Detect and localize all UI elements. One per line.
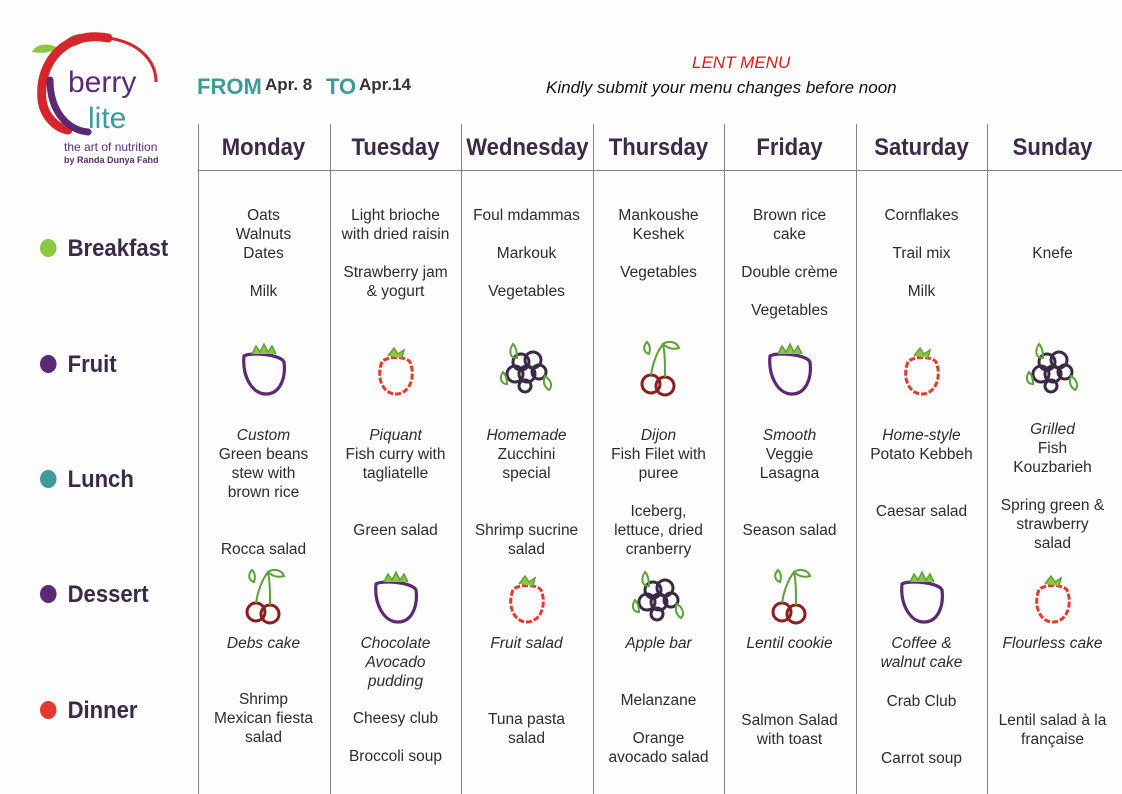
dish-style: Piquant xyxy=(369,427,422,444)
lunch-cell xyxy=(461,426,592,559)
raspberry-icon xyxy=(1021,564,1085,628)
dish-line: Shrimp xyxy=(238,691,289,708)
dish-line xyxy=(330,502,461,521)
blackberry-icon xyxy=(627,564,691,628)
dish-line: Brown rice xyxy=(752,207,827,224)
dish-line: Veggie xyxy=(765,446,814,463)
meal-label-breakfast xyxy=(40,235,168,263)
breakfast-cell xyxy=(198,206,329,301)
dish-line xyxy=(461,263,592,282)
dish-line: pudding xyxy=(367,673,424,690)
dish-line: cake xyxy=(773,226,806,243)
raspberry-icon xyxy=(495,564,559,628)
dish-line xyxy=(461,483,592,502)
cherry-icon xyxy=(758,564,822,628)
dessert-cell xyxy=(856,634,987,672)
dish-line: Cheesy club xyxy=(352,710,439,727)
dish-line xyxy=(856,730,987,749)
dish-style: Grilled xyxy=(1030,421,1075,438)
dish-line: salad xyxy=(507,730,546,747)
dish-line xyxy=(856,464,987,483)
dish-line: Milk xyxy=(249,283,278,300)
plum-icon xyxy=(232,336,296,400)
dish-style: Homemade xyxy=(486,427,567,444)
dessert-cell xyxy=(724,634,855,653)
meal-label-dinner xyxy=(40,697,138,725)
plum-icon xyxy=(890,564,954,628)
dish-line xyxy=(987,477,1118,496)
breakfast-cell xyxy=(724,206,855,320)
meal-dot xyxy=(40,470,57,488)
dish-line: special xyxy=(502,465,551,482)
dish-line: Spring green & xyxy=(1000,497,1105,514)
dessert-cell xyxy=(330,634,461,691)
dish-line: Milk xyxy=(907,283,936,300)
dish-line: puree xyxy=(638,465,679,482)
dinner-cell xyxy=(724,711,855,749)
meal-label-text: Lunch xyxy=(67,466,134,493)
lunch-cell xyxy=(987,420,1118,553)
logo-word-berry: berry xyxy=(68,66,137,99)
day-header-wednesday: Wednesday xyxy=(466,134,589,161)
breakfast-cell xyxy=(461,206,592,301)
dessert-cell xyxy=(593,634,724,653)
dish-line: Season salad xyxy=(742,522,837,539)
meal-label-lunch xyxy=(40,466,134,494)
plum-icon xyxy=(758,336,822,400)
dish-line xyxy=(330,483,461,502)
day-header-monday: Monday xyxy=(221,134,306,161)
menu-title: LENT MENU xyxy=(692,53,791,72)
meal-label-text: Dinner xyxy=(67,697,138,724)
dish-line xyxy=(856,225,987,244)
dish-style: Home-style xyxy=(882,427,961,444)
notice-text: Kindly submit your menu changes before noon xyxy=(546,78,897,97)
lunch-cell xyxy=(330,426,461,540)
dish-line xyxy=(461,502,592,521)
dish-line: Green salad xyxy=(353,522,438,539)
dinner-cell xyxy=(856,692,987,768)
header-divider xyxy=(198,170,1122,171)
dish-line: Tuna pasta xyxy=(488,711,565,728)
dish-line: Fruit salad xyxy=(490,635,563,652)
lunch-cell xyxy=(593,426,724,559)
dish-line: Dates xyxy=(243,245,284,262)
dish-line xyxy=(330,244,461,263)
dish-line: Walnuts xyxy=(235,226,292,243)
plum-icon xyxy=(364,564,428,628)
to-date: Apr.14 xyxy=(359,75,411,94)
dish-line: Mexican fiesta xyxy=(213,710,314,727)
dish-line xyxy=(856,711,987,730)
breakfast-cell xyxy=(593,206,724,282)
dish-line: française xyxy=(1021,731,1084,748)
dinner-cell xyxy=(593,691,724,767)
dish-line: salad xyxy=(244,729,283,746)
lunch-cell xyxy=(856,426,987,521)
breakfast-cell xyxy=(856,206,987,301)
dish-line: Oats xyxy=(247,207,280,224)
lunch-cell xyxy=(198,426,329,559)
dish-line: Potato Kebbeh xyxy=(870,446,973,463)
dish-style: Custom xyxy=(236,427,291,444)
dinner-cell xyxy=(461,710,592,748)
dish-line: walnut cake xyxy=(880,654,963,671)
day-header-tuesday: Tuesday xyxy=(351,134,440,161)
dish-line: tagliatelle xyxy=(362,465,429,482)
dish-line xyxy=(724,282,855,301)
dish-line: lettuce, dried xyxy=(614,522,703,539)
dish-line: stew with xyxy=(231,465,296,482)
dish-line: Lasagna xyxy=(759,465,820,482)
dish-line xyxy=(198,502,329,521)
dish-line: Apple bar xyxy=(625,635,692,652)
dish-line: & yogurt xyxy=(366,283,425,300)
dessert-cell xyxy=(987,634,1118,653)
dish-line: Iceberg, xyxy=(630,503,687,520)
dish-line xyxy=(330,728,461,747)
dish-style: Dijon xyxy=(640,427,677,444)
dish-line: Foul mdammas xyxy=(473,207,580,224)
dish-line: salad xyxy=(1033,535,1072,552)
meal-label-dessert xyxy=(40,581,149,609)
dish-line: Zucchini xyxy=(497,446,556,463)
logo-word-lite: lite xyxy=(88,102,127,135)
from-date: Apr. 8 xyxy=(265,75,313,94)
dish-line: Lentil salad à la xyxy=(998,712,1107,729)
meal-label-text: Breakfast xyxy=(67,235,169,262)
dish-line: Debs cake xyxy=(226,635,301,652)
dish-line: avocado salad xyxy=(608,749,709,766)
blackberry-icon xyxy=(495,336,559,400)
dinner-cell xyxy=(198,690,329,747)
logo-tagline: the art of nutrition xyxy=(64,140,158,154)
dish-line: Rocca salad xyxy=(220,541,307,558)
dish-line: Shrimp sucrine xyxy=(474,522,579,539)
raspberry-icon xyxy=(890,336,954,400)
dish-line: Avocado xyxy=(365,654,426,671)
dish-line: with toast xyxy=(756,731,823,748)
dish-line: Orange xyxy=(632,730,685,747)
meal-label-text: Dessert xyxy=(67,581,149,608)
dish-line: Vegetables xyxy=(488,283,565,300)
dish-line xyxy=(724,483,855,502)
dish-line: Light brioche xyxy=(351,207,440,224)
dish-line xyxy=(724,244,855,263)
dish-line: Flourless cake xyxy=(1002,635,1103,652)
dish-line: Coffee & xyxy=(891,635,952,652)
dish-line: Fish xyxy=(1037,440,1068,457)
day-header-friday: Friday xyxy=(756,134,823,161)
dish-line: Markouk xyxy=(496,245,557,262)
breakfast-cell xyxy=(330,206,461,301)
meal-dot xyxy=(40,701,57,719)
dish-line: Fish Filet with xyxy=(611,446,706,463)
dish-line: Melanzane xyxy=(620,692,697,709)
dish-line: Strawberry jam xyxy=(343,264,448,281)
dish-line xyxy=(724,502,855,521)
dish-line: Double crème xyxy=(741,264,838,281)
dish-line: Crab Club xyxy=(886,693,957,710)
dish-line: Cornflakes xyxy=(884,207,959,224)
dish-line: Mankoushe xyxy=(618,207,699,224)
day-header-thursday: Thursday xyxy=(608,134,709,161)
dish-line: Vegetables xyxy=(751,302,828,319)
dish-line: Chocolate xyxy=(360,635,431,652)
lunch-cell xyxy=(724,426,855,540)
dish-line xyxy=(856,263,987,282)
dish-line xyxy=(987,206,1118,225)
dessert-cell xyxy=(198,634,329,653)
dessert-cell xyxy=(461,634,592,653)
dish-line: Vegetables xyxy=(620,264,697,281)
dish-line xyxy=(593,244,724,263)
dinner-cell xyxy=(987,711,1118,749)
dish-line: Broccoli soup xyxy=(348,748,443,765)
from-label: FROM xyxy=(197,74,262,99)
meal-dot xyxy=(40,239,57,257)
dish-line: Salmon Salad xyxy=(741,712,838,729)
raspberry-icon xyxy=(364,336,428,400)
blackberry-icon xyxy=(1021,336,1085,400)
dish-line xyxy=(198,263,329,282)
dinner-cell xyxy=(330,709,461,766)
to-label: TO xyxy=(326,74,357,99)
dish-line: cranberry xyxy=(625,541,692,558)
dish-line: salad xyxy=(507,541,546,558)
meal-dot xyxy=(40,585,57,603)
day-header-saturday: Saturday xyxy=(874,134,969,161)
dish-line: Green beans xyxy=(218,446,309,463)
dish-line: Keshek xyxy=(632,226,685,243)
dish-line: with dried raisin xyxy=(341,226,450,243)
day-header-sunday: Sunday xyxy=(1012,134,1093,161)
dish-line xyxy=(856,483,987,502)
meal-label-text: Fruit xyxy=(67,351,117,378)
dish-line: brown rice xyxy=(227,484,300,501)
dish-line: Lentil cookie xyxy=(746,635,833,652)
dish-line xyxy=(593,483,724,502)
dish-line: Knefe xyxy=(1032,245,1073,262)
meal-dot xyxy=(40,355,57,373)
dish-line: strawberry xyxy=(1016,516,1089,533)
dish-line: Caesar salad xyxy=(875,503,968,520)
dish-line: Kouzbarieh xyxy=(1013,459,1092,476)
meal-label-fruit xyxy=(40,351,117,379)
dish-style: Smooth xyxy=(762,427,817,444)
dish-line: Trail mix xyxy=(892,245,951,262)
dish-line xyxy=(987,225,1118,244)
breakfast-cell xyxy=(987,206,1118,263)
cherry-icon xyxy=(627,336,691,400)
dish-line: Carrot soup xyxy=(881,750,962,767)
dish-line xyxy=(593,710,724,729)
cherry-icon xyxy=(232,564,296,628)
logo-author: by Randa Dunya Fahd xyxy=(64,155,159,165)
dish-line xyxy=(198,521,329,540)
dish-line xyxy=(461,225,592,244)
dish-line: Fish curry with xyxy=(345,446,446,463)
